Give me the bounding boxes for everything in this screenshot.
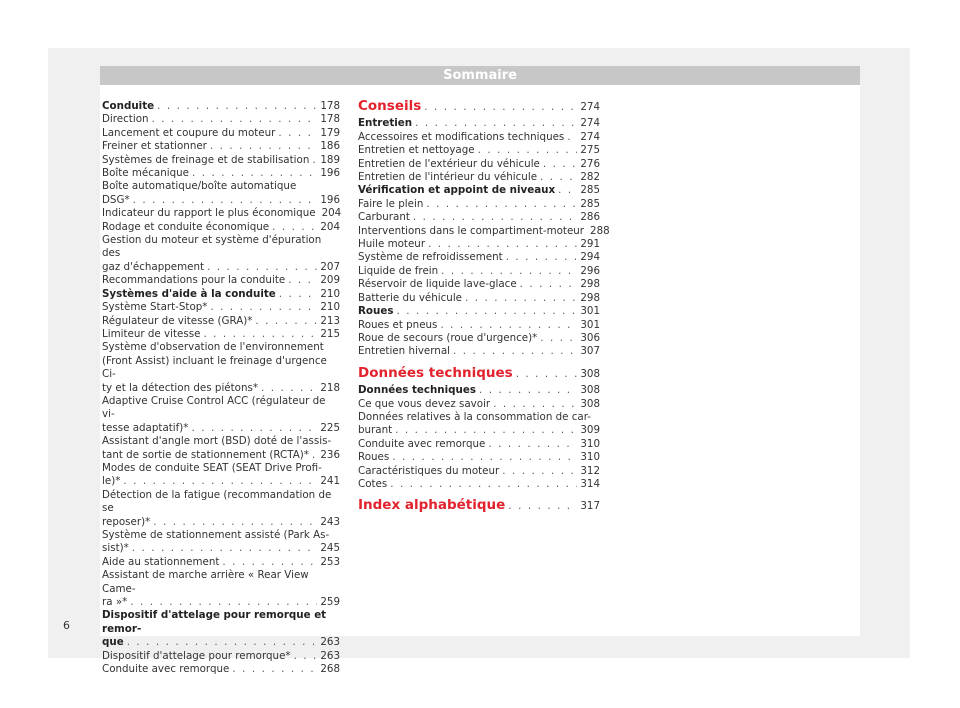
toc-entry-title: tesse adaptatif)* [102, 421, 189, 434]
toc-entry-title: Réservoir de liquide lave-glace [358, 278, 517, 291]
dot-leader [543, 158, 577, 171]
toc-page-number: 263 [320, 649, 340, 662]
toc-entry-line [102, 650, 340, 663]
toc-entry-title: Carburant [358, 211, 410, 224]
toc-entry-title: Caractéristiques du moteur [358, 464, 500, 477]
toc-entry-line [102, 140, 340, 153]
toc-entry-line [358, 198, 600, 211]
toc-page-number: 309 [580, 424, 600, 437]
toc-entry-title: Vérification et appoint de niveaux [358, 184, 556, 197]
toc-entry-text-line: Assistant de marche arrière « Rear View Came- [102, 569, 309, 595]
toc-entry-title: Conduite avec remorque [358, 437, 486, 450]
dot-leader [506, 251, 578, 264]
dot-leader [127, 636, 318, 649]
toc-page-number: 291 [580, 238, 600, 251]
toc-chapter-entry[interactable] [102, 609, 340, 649]
dot-leader [395, 424, 577, 437]
toc-entry[interactable] [102, 167, 340, 180]
toc-entry[interactable] [102, 435, 340, 462]
dot-leader [222, 556, 317, 569]
toc-entry[interactable] [358, 171, 600, 184]
toc-entry-title: Index alphabétique [358, 497, 506, 514]
dot-leader [203, 328, 317, 341]
toc-entry-title: Données techniques [358, 384, 476, 397]
dot-leader [453, 345, 577, 358]
toc-page-number: 263 [320, 636, 340, 649]
toc-entry-title: Lancement et coupure du moteur [102, 126, 276, 139]
toc-entry-title: Ce que vous devez savoir [358, 397, 491, 410]
toc-entry[interactable] [102, 180, 340, 207]
toc-page-number: 196 [320, 193, 340, 206]
toc-entry[interactable] [358, 465, 600, 478]
dot-leader [415, 117, 577, 130]
toc-page-number: 275 [580, 144, 600, 157]
dot-leader [428, 238, 577, 251]
toc-entry-line [358, 238, 600, 251]
toc-page-number: 288 [590, 224, 610, 237]
dot-leader [516, 368, 578, 381]
toc-page-number: 259 [320, 596, 340, 609]
toc-entry-title: Batterie du véhicule [358, 291, 463, 304]
toc-entry-title: Entretien hivernal [358, 345, 451, 358]
dot-leader [278, 127, 317, 140]
dot-leader [288, 274, 317, 287]
toc-entry-line [358, 345, 600, 358]
toc-entry-line [102, 288, 340, 301]
toc-section-heading[interactable] [358, 100, 600, 114]
toc-page-number: 243 [320, 515, 340, 528]
toc-page-number: 310 [580, 437, 600, 450]
toc-entry-line [358, 465, 600, 478]
toc-chapter-entry[interactable] [358, 305, 600, 318]
toc-entry-line [358, 278, 600, 291]
dot-leader [157, 100, 317, 113]
toc-entry-title: Système de refroidissement [358, 251, 503, 264]
toc-entry-title: Aide au stationnement [102, 555, 220, 568]
toc-entry[interactable] [102, 113, 340, 126]
toc-entry-line [102, 167, 340, 180]
toc-page-number: 268 [320, 663, 340, 676]
toc-entry-title: Huile moteur [358, 238, 426, 251]
toc-entry-title: Conduite [102, 100, 155, 112]
dot-leader [493, 398, 577, 411]
toc-entry-line [358, 364, 600, 381]
toc-entry[interactable] [102, 569, 340, 609]
toc-page-number: 196 [320, 167, 340, 180]
toc-entry[interactable] [102, 154, 340, 167]
toc-page-number: 276 [580, 157, 600, 170]
toc-page-number: 210 [320, 301, 340, 314]
toc-entry-title: Entretien de l'intérieur du véhicule [358, 171, 538, 184]
toc-entry-line [358, 398, 600, 411]
dot-leader [191, 422, 317, 435]
toc-entry-title: Liquide de frein [358, 264, 439, 277]
dot-leader [390, 478, 577, 491]
toc-entry-title: Conduite avec remorque [102, 663, 230, 676]
toc-entry-title: Systèmes de freinage et de stabilisation [102, 153, 310, 166]
toc-entry[interactable] [102, 274, 340, 287]
toc-entry-line [102, 315, 340, 328]
toc-page-number: 285 [580, 197, 600, 210]
toc-entry-title: Entretien de l'extérieur du véhicule [358, 157, 540, 170]
toc-chapter-entry[interactable] [102, 100, 340, 113]
toc-entry-title: gaz d'échappement [102, 260, 205, 273]
toc-entry-line [102, 154, 340, 167]
toc-entry-title: que [102, 636, 124, 649]
toc-entry-text-line: Assistant d'angle mort (BSD) doté de l'assis- [102, 435, 332, 448]
dot-leader [396, 305, 577, 318]
dot-leader [272, 221, 317, 234]
dot-leader [488, 438, 577, 451]
toc-page-number: 294 [580, 251, 600, 264]
toc-entry-title: Cotes [358, 477, 388, 490]
toc-entry[interactable] [358, 451, 600, 464]
toc-entry-line [102, 516, 340, 529]
toc-page-number: 298 [580, 278, 600, 291]
dot-leader [479, 384, 577, 397]
toc-page-number: 317 [580, 500, 600, 513]
toc-entry-line [358, 319, 600, 332]
toc-entry-title: Recommandations pour la conduite [102, 274, 286, 287]
dot-leader [152, 113, 318, 126]
dot-leader [424, 101, 577, 114]
dot-leader [440, 319, 577, 332]
toc-entry[interactable] [102, 315, 340, 328]
toc-entry-line [358, 438, 600, 451]
toc-entry-line [358, 499, 600, 513]
toc-entry-line [358, 158, 600, 171]
toc-page-number: 204 [321, 207, 342, 220]
toc-entry-line [102, 556, 340, 569]
toc-entry[interactable] [358, 238, 600, 251]
toc-entry-line [102, 261, 340, 274]
toc-chapter-entry[interactable] [102, 288, 340, 301]
toc-entry-title: ty et la détection des piétons* [102, 381, 259, 394]
toc-entry[interactable] [358, 251, 600, 264]
toc-page-number: 314 [580, 477, 600, 490]
toc-entry[interactable] [102, 328, 340, 341]
dot-leader [255, 315, 317, 328]
toc-entry[interactable] [102, 395, 340, 435]
toc-entry-line [102, 596, 340, 609]
toc-entry-title: Accessoires et modifications techniques [358, 130, 565, 143]
toc-entry-line [358, 117, 600, 130]
toc-entry-title: Conseils [358, 98, 422, 114]
toc-section-heading[interactable] [358, 364, 600, 381]
dot-leader [210, 140, 317, 153]
dot-leader [279, 288, 318, 301]
toc-entry-line [358, 451, 600, 464]
toc-entry-line [358, 384, 600, 397]
dot-leader [558, 184, 577, 197]
dot-leader [232, 663, 317, 676]
toc-entry[interactable] [358, 144, 600, 157]
toc-entry[interactable] [102, 650, 340, 663]
toc-section-heading[interactable] [358, 499, 600, 513]
toc-entry-title: Dispositif d'attelage pour remorque* [102, 649, 291, 662]
toc-entry[interactable] [358, 319, 600, 332]
toc-page-number: 296 [580, 264, 600, 277]
toc-entry[interactable] [102, 556, 340, 569]
toc-entry-title: Indicateur du rapport le plus économique [102, 207, 316, 220]
toc-entry-text-line: Données relatives à la consommation de car- [358, 410, 592, 423]
toc-entry-line [102, 663, 340, 676]
toc-entry-line [102, 422, 340, 435]
toc-page-number: 282 [580, 171, 600, 184]
dot-leader [207, 261, 317, 274]
toc-page-number: 204 [320, 220, 340, 233]
toc-entry-line [102, 274, 340, 287]
toc-entry-title: Roues et pneus [358, 318, 438, 331]
toc-entry[interactable] [102, 301, 340, 314]
toc-entry-title: DSG* [102, 193, 130, 206]
toc-entry[interactable] [358, 438, 600, 451]
toc-entry[interactable] [102, 140, 340, 153]
toc-entry[interactable] [358, 398, 600, 411]
toc-entry-line [102, 207, 340, 220]
toc-entry-line [358, 131, 600, 144]
toc-page-number: 215 [320, 327, 340, 340]
toc-page-number: 210 [320, 287, 340, 300]
toc-entry-title: Roue de secours (roue d'urgence)* [358, 331, 538, 344]
toc-entry-line [358, 292, 600, 305]
toc-page-number: 274 [580, 117, 600, 130]
toc-entry-line [102, 221, 340, 234]
toc-entry[interactable] [358, 211, 600, 224]
toc-entry-line [358, 171, 600, 184]
toc-page-number: 179 [320, 126, 340, 139]
toc-entry-line [358, 184, 600, 197]
page-title: Sommaire [100, 66, 860, 85]
toc-entry-line [358, 332, 600, 345]
toc-entry[interactable] [102, 489, 340, 529]
toc-entry[interactable] [102, 462, 340, 489]
toc-page-number: 178 [320, 113, 340, 126]
toc-entry[interactable] [358, 478, 600, 491]
toc-page-number: 189 [320, 153, 340, 166]
toc-entry[interactable] [358, 158, 600, 171]
dot-leader [261, 382, 317, 395]
toc-entry[interactable] [102, 663, 340, 676]
toc-entry-title: ra »* [102, 596, 128, 609]
toc-entry-title: Roues [358, 451, 390, 464]
toc-entry-title: Boîte mécanique [102, 167, 189, 180]
toc-page-number: 178 [320, 100, 340, 112]
toc-entry-text-line: Dispositif d'attelage pour remorque et remor- [102, 609, 327, 635]
toc-entry-text-line: Détection de la fatigue (recommandation de se [102, 488, 332, 515]
dot-leader [192, 167, 317, 180]
toc-entry-title: Freiner et stationner [102, 140, 207, 153]
toc-entry-line [102, 449, 340, 462]
toc-entry-line [358, 144, 600, 157]
toc-chapter-entry[interactable] [358, 117, 600, 130]
toc-left-column [102, 100, 340, 676]
toc-entry[interactable] [358, 411, 600, 438]
toc-page-number: 301 [580, 318, 600, 331]
dot-leader [465, 292, 577, 305]
dot-leader [392, 451, 577, 464]
toc-page-number: 310 [580, 451, 600, 464]
toc-entry-line [102, 382, 340, 395]
toc-entry-title: tant de sortie de stationnement (RCTA)* [102, 448, 309, 461]
dot-leader [123, 475, 317, 488]
toc-right-column [358, 98, 610, 514]
toc-entry-line [102, 100, 340, 113]
toc-entry-line [358, 265, 600, 278]
toc-entry[interactable] [102, 529, 340, 556]
toc-entry-title: Faire le plein [358, 197, 424, 210]
dot-leader [312, 449, 317, 462]
toc-entry-text-line: Système d'observation de l'environnement [102, 341, 324, 354]
toc-page-number: 209 [320, 274, 340, 287]
toc-entry-line [102, 113, 340, 126]
toc-chapter-entry[interactable] [358, 384, 600, 397]
toc-entry-title: Données techniques [358, 364, 513, 381]
dot-leader [413, 211, 577, 224]
toc-entry-line [102, 194, 340, 207]
toc-entry-title: sist)* [102, 542, 129, 555]
toc-entry[interactable] [358, 224, 610, 238]
toc-entry[interactable] [358, 265, 600, 278]
dot-leader [312, 154, 317, 167]
toc-entry[interactable] [102, 341, 340, 395]
toc-entry-text-line: Boîte automatique/boîte automatique [102, 180, 297, 193]
toc-entry-title: Limiteur de vitesse [102, 327, 201, 340]
toc-entry[interactable] [102, 221, 340, 234]
toc-entry-title: Système Start-Stop* [102, 301, 208, 314]
toc-entry-title: burant [358, 424, 393, 437]
toc-entry[interactable] [358, 131, 600, 144]
toc-entry-title: Systèmes d'aide à la conduite [102, 287, 276, 300]
toc-entry-line [358, 224, 610, 238]
toc-entry[interactable] [102, 234, 340, 274]
toc-entry-text-line: Modes de conduite SEAT (SEAT Drive Profi- [102, 461, 322, 474]
toc-page-number: 236 [320, 448, 340, 461]
toc-entry-title: Roues [358, 305, 394, 318]
dot-leader [540, 332, 577, 345]
toc-page-number: 301 [580, 305, 600, 318]
toc-entry[interactable] [102, 207, 340, 220]
toc-entry-line [102, 542, 340, 555]
toc-entry-text-line: (Front Assist) incluant le freinage d'urgence Ci- [102, 354, 327, 381]
toc-entry-title: Direction [102, 113, 149, 126]
toc-page-number: 298 [580, 291, 600, 304]
page-number: 6 [63, 619, 70, 632]
toc-entry[interactable] [358, 332, 600, 345]
toc-page-number: 307 [580, 345, 600, 358]
toc-entry-line [358, 211, 600, 224]
dot-leader [153, 516, 317, 529]
toc-page-number: 218 [320, 381, 340, 394]
toc-page-number: 306 [580, 331, 600, 344]
toc-entry-line [102, 127, 340, 140]
toc-entry-text-line: Gestion du moteur et système d'épuration des [102, 234, 322, 260]
toc-entry-title: Régulateur de vitesse (GRA)* [102, 314, 253, 327]
toc-entry-line [102, 301, 340, 314]
toc-page-number: 285 [580, 184, 600, 197]
toc-page-number: 274 [580, 101, 600, 113]
toc-page-number: 225 [320, 421, 340, 434]
toc-entry-line [358, 251, 600, 264]
dot-leader [478, 144, 578, 157]
dot-leader [210, 301, 317, 314]
toc-page-number: 286 [580, 211, 600, 224]
toc-entry-line [102, 475, 340, 488]
toc-entry-title: le)* [102, 475, 121, 488]
toc-entry[interactable] [102, 127, 340, 140]
dot-leader [130, 596, 317, 609]
toc-page-number: 241 [320, 475, 340, 488]
toc-page-number: 312 [580, 464, 600, 477]
toc-page-number: 213 [320, 314, 340, 327]
dot-leader [133, 194, 318, 207]
toc-entry-title: Rodage et conduite économique [102, 220, 270, 233]
dot-leader [294, 650, 318, 663]
toc-entry-title: Entretien et nettoyage [358, 144, 475, 157]
dot-leader [502, 465, 577, 478]
dot-leader [426, 198, 577, 211]
toc-page-number: 308 [580, 367, 600, 380]
toc-entry-line [358, 100, 600, 114]
dot-leader [132, 542, 318, 555]
dot-leader [520, 278, 578, 291]
toc-entry-line [102, 328, 340, 341]
toc-page-number: 308 [580, 384, 600, 397]
toc-entry-text-line: Adaptive Cruise Control ACC (régulateur de vi- [102, 394, 326, 421]
toc-entry[interactable] [358, 198, 600, 211]
toc-entry[interactable] [358, 292, 600, 305]
toc-entry-line [358, 478, 600, 491]
toc-entry-line [358, 305, 600, 318]
dot-leader [567, 131, 577, 144]
toc-entry-title: Entretien [358, 117, 413, 130]
toc-entry[interactable] [358, 345, 600, 358]
toc-entry-text-line: Système de stationnement assisté (Park As- [102, 529, 330, 541]
toc-entry-title: reposer)* [102, 515, 151, 528]
toc-entry-title: Interventions dans le compartiment-moteur [358, 224, 585, 237]
dot-leader [508, 500, 577, 513]
toc-entry-line [358, 424, 600, 437]
toc-page-number: 253 [320, 555, 340, 568]
toc-page-number: 274 [580, 130, 600, 143]
toc-page-number: 207 [320, 260, 340, 273]
toc-page-number: 245 [320, 542, 340, 555]
toc-page-number: 308 [580, 397, 600, 410]
toc-page-number: 186 [320, 140, 340, 153]
dot-leader [540, 171, 577, 184]
dot-leader [441, 265, 577, 278]
toc-entry-line [102, 636, 340, 649]
toc-entry[interactable] [358, 278, 600, 291]
toc-chapter-entry[interactable] [358, 184, 600, 197]
